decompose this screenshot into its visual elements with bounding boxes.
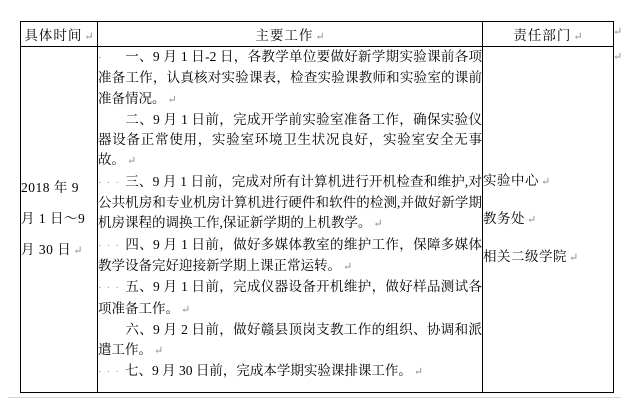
- work-paragraph-text: 三、9 月 1 日前，完成对所有计算机进行开机检查和维护,对公共机房和专业机房计算机进行硬件和软件的检测,并做好新学期机房课程的调换工作,保证新学期的上机教学。: [98, 173, 482, 231]
- work-paragraph-text: 七、9 月 30 日前，完成本学期实验课排课工作。: [125, 363, 412, 379]
- paragraph-mark-icon: ↵: [154, 345, 164, 358]
- work-paragraph: [98, 47, 482, 110]
- work-paragraph-text: 二、9 月 1 日前，完成开学前实验室准备工作，确保实验仪器设备正常使用，实验室环境卫生状况良好，实验室安全无事故。: [98, 111, 482, 168]
- paragraph-mark-icon: ↵: [541, 176, 551, 188]
- time-line: 月 1 日～9: [21, 211, 86, 226]
- paragraph-mark-icon: ↵: [181, 303, 191, 316]
- dept-line: 实验中心 ↵: [483, 173, 551, 188]
- work-paragraph-text: 四、9 月 1 日前，做好多媒体教室的维护工作，保障多媒体教学设备完好迎接新学期上课正常运转。: [98, 236, 482, 273]
- header-dept-cell[interactable]: [483, 22, 614, 47]
- schedule-table: [20, 21, 614, 393]
- header-dept-label: 责任部门: [513, 28, 572, 43]
- paragraph-mark-icon: ↵: [413, 366, 424, 379]
- paragraph-mark-icon: ↵: [84, 31, 94, 43]
- work-paragraph: [98, 110, 482, 172]
- header-work-label: 主要工作: [255, 28, 314, 43]
- paragraph-mark-icon: ↵: [73, 245, 83, 257]
- first-line-indent: [98, 172, 125, 193]
- paragraph-mark-icon: ↵: [573, 31, 583, 43]
- work-paragraph-text: 一、9 月 1 日-2 日，各教学单位要做好新学期实验课前各项准备工作，认真核对实验课表，检查实验课教师和实验室的课前准备情况。: [98, 49, 482, 106]
- space-marks: ···: [98, 239, 124, 252]
- space-marks: ···: [98, 176, 124, 189]
- work-paragraph: [98, 277, 482, 320]
- paragraph-mark-icon: ↵: [127, 155, 137, 168]
- time-cell[interactable]: [21, 47, 98, 393]
- work-paragraph: [98, 320, 482, 362]
- dept-line: 教务处 ↵: [483, 211, 537, 226]
- space-marks: ···: [98, 366, 124, 379]
- header-work-cell[interactable]: [98, 22, 483, 47]
- space-marks: ···: [98, 282, 124, 295]
- work-paragraph: [98, 172, 482, 235]
- row-end-mark-icon: ↵: [613, 26, 623, 38]
- time-line: 2018 年 9: [21, 180, 79, 195]
- first-line-indent: [98, 47, 125, 68]
- header-row: [21, 22, 614, 47]
- work-paragraph: [98, 235, 482, 278]
- body-row: [21, 47, 614, 393]
- work-paragraph: [98, 361, 482, 382]
- paragraph-mark-icon: ↵: [373, 218, 383, 231]
- paragraph-mark-icon: ↵: [315, 31, 325, 43]
- time-line: 月 30 日 ↵: [21, 242, 83, 257]
- header-time-cell[interactable]: [21, 22, 98, 47]
- dept-cell[interactable]: [483, 47, 614, 393]
- work-paragraph-text: 五、9 月 1 日前，完成仪器设备开机维护，做好样品测试各项准备工作。: [98, 279, 482, 316]
- first-line-indent: [98, 361, 125, 382]
- header-time-label: 具体时间: [24, 28, 83, 43]
- space-marks: ·: [98, 52, 107, 64]
- row-end-mark-icon: ↵: [613, 51, 623, 63]
- dept-line: 相关二级学院 ↵: [483, 249, 579, 264]
- paragraph-mark-icon: ↵: [569, 252, 579, 264]
- first-line-indent: [98, 277, 125, 298]
- paragraph-mark-icon: ↵: [167, 93, 177, 106]
- work-paragraph-text: 六、9 月 2 日前，做好赣县顶岗支教工作的组织、协调和派遣工作。: [98, 321, 482, 358]
- first-line-indent: [98, 235, 125, 256]
- work-cell[interactable]: [98, 47, 483, 393]
- paragraph-mark-icon: ↵: [343, 260, 353, 273]
- text-boundary-line: [8, 397, 621, 398]
- paragraph-mark-icon: ↵: [527, 214, 537, 226]
